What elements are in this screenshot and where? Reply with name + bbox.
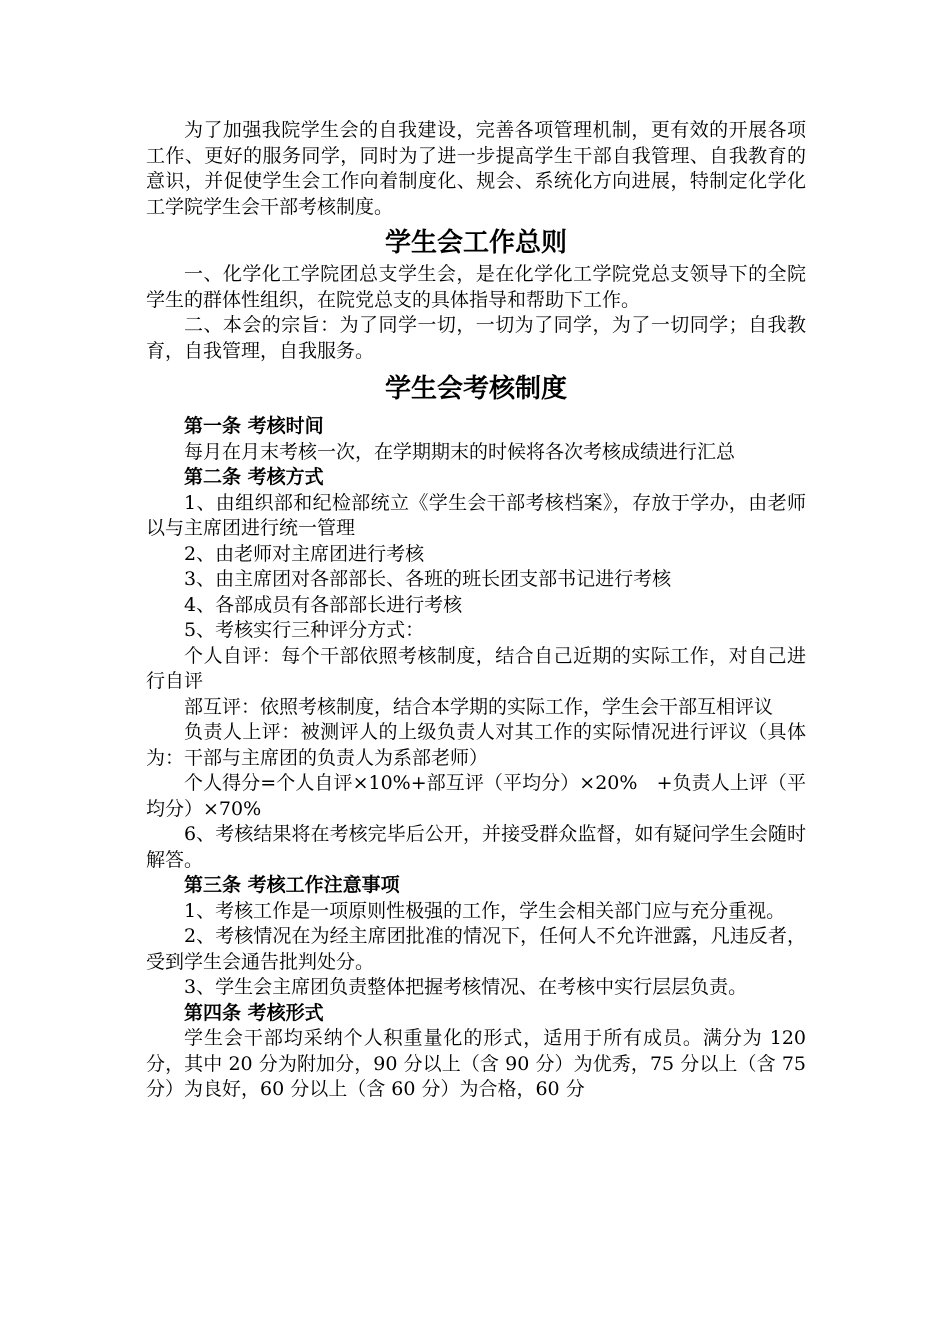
general-paragraph-2: 二、本会的宗旨：为了同学一切，一切为了同学，为了一切同学；自我教育，自我管理，自我服务。 [146, 314, 806, 362]
article-2-paragraph-9: 个人得分=个人自评×10%+部互评（平均分）×20% +负责人上评（平均分）×70% [146, 772, 806, 820]
section-title-assessment: 学生会考核制度 [384, 374, 567, 404]
article-2-paragraph-4: 4、各部成员有各部部长进行考核 [184, 593, 463, 616]
intro-paragraph: 为了加强我院学生会的自我建设，完善各项管理机制，更有效的开展各项工作、更好的服务同学，同时为了进一步提高学生干部自我管理、自我教育的意识，并促使学生会工作向着制度化、规会、系统化方向进展，特制定化学化工学院学生会干部考核制度。 [146, 119, 806, 218]
article-2-paragraph-8: 负责人上评：被测评人的上级负责人对其工作的实际情况进行评议（具体为：干部与主席团的负责人为系部老师） [146, 721, 806, 769]
article-2-paragraph-5: 5、考核实行三种评分方式： [184, 619, 425, 641]
article-2-paragraph-10: 6、考核结果将在考核完毕后公开，并接受群众监督，如有疑问学生会随时解答。 [146, 823, 806, 871]
article-3-heading: 第三条 考核工作注意事项 [184, 874, 400, 896]
document-page [146, 118, 806, 1103]
article-1-paragraph-1: 每月在月末考核一次，在学期期末的时候将各次考核成绩进行汇总 [184, 440, 736, 463]
article-2-paragraph-2: 2、由老师对主席团进行考核 [184, 542, 425, 565]
article-2-paragraph-7: 部互评：依照考核制度，结合本学期的实际工作，学生会干部互相评议 [184, 695, 774, 718]
article-4-heading: 第四条 考核形式 [184, 1001, 324, 1024]
section-title-general: 学生会工作总则 [384, 228, 567, 258]
article-1-heading: 第一条 考核时间 [184, 415, 324, 437]
article-2-heading: 第二条 考核方式 [184, 466, 324, 488]
article-3-paragraph-2: 2、考核情况在为经主席团批准的情况下，任何人不允许泄露，凡违反者，受到学生会通告批判处分。 [146, 925, 806, 973]
article-3-paragraph-1: 1、考核工作是一项原则性极强的工作，学生会相关部门应与充分重视。 [184, 899, 786, 922]
article-4-paragraph-1: 学生会干部均采纳个人积重量化的形式，适用于所有成员。满分为 120 分，其中 20 分为附加分，90 分以上（含 90 分）为优秀，75 分以上（含 75 分）为良好，60 分以上（含 60 分）为合格，60 分 [146, 1027, 806, 1100]
article-2-paragraph-1: 1、由组织部和纪检部统立《学生会干部考核档案》，存放于学办，由老师以与主席团进行统一管理 [146, 491, 806, 539]
general-paragraph-1: 一、化学化工学院团总支学生会，是在化学化工学院党总支领导下的全院学生的群体性组织，在院党总支的具体指导和帮助下工作。 [146, 263, 806, 311]
article-3-paragraph-3: 3、学生会主席团负责整体把握考核情况、在考核中实行层层负责。 [184, 976, 748, 998]
article-2-paragraph-6: 个人自评：每个干部依照考核制度，结合自己近期的实际工作，对自己进行自评 [146, 644, 806, 692]
article-2-paragraph-3: 3、由主席团对各部部长、各班的班长团支部书记进行考核 [184, 568, 672, 590]
